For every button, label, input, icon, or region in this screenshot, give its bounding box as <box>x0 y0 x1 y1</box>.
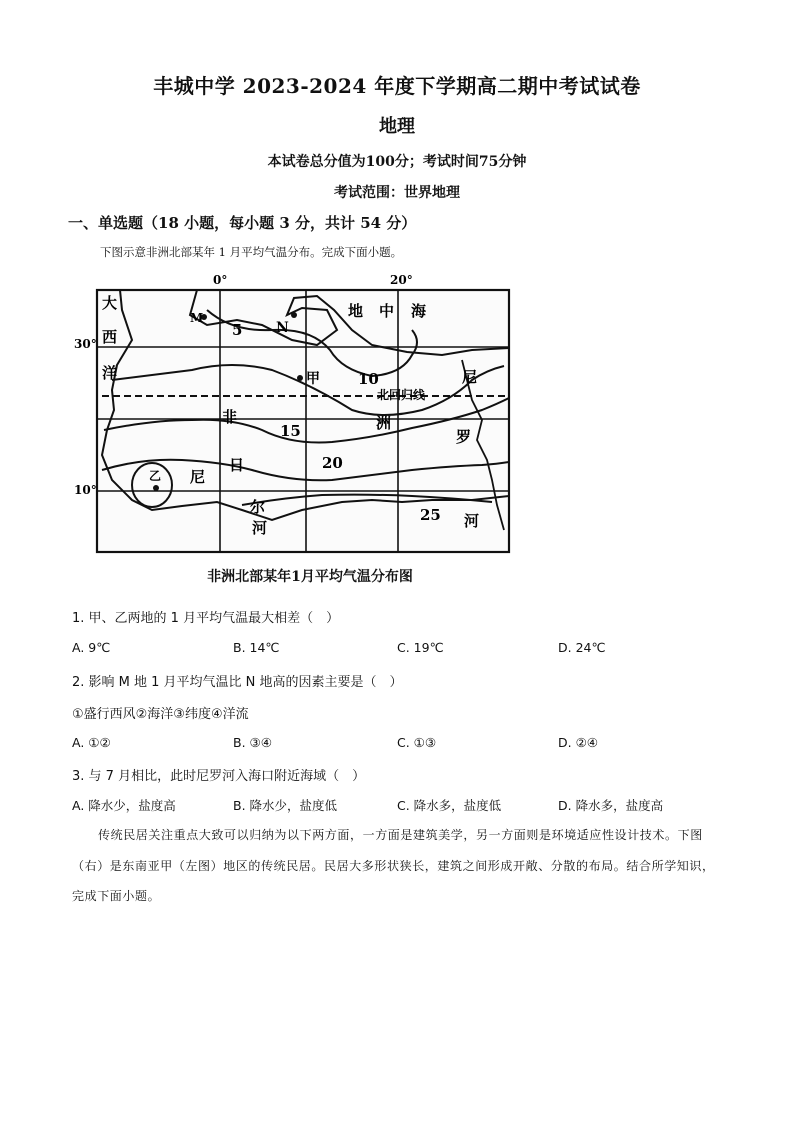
q2-option-c[interactable]: C. ①③ <box>397 735 437 750</box>
isotherm-15-label: 15 <box>280 422 301 440</box>
niger-label-1: 尼 <box>190 468 206 486</box>
nile-label-1: 尼 <box>462 368 478 386</box>
score-time-info: 本试卷总分值为100分；考试时间75分钟 <box>267 154 527 170</box>
africa-label-1: 非 <box>222 408 238 426</box>
point-n-label: N <box>276 320 289 336</box>
point-jia-dot <box>297 375 303 381</box>
q1-option-c[interactable]: C. 19℃ <box>397 640 444 655</box>
q1-option-b[interactable]: B. 14℃ <box>233 640 280 655</box>
nile-label-3: 河 <box>464 512 480 530</box>
scope-info: 考试范围：世界地理 <box>334 185 460 201</box>
subject-title: 地理 <box>379 116 415 137</box>
question-2-subitems: ①盛行西风②海洋③纬度④洋流 <box>72 707 249 722</box>
africa-label-2: 洲 <box>376 414 392 432</box>
atlantic-label-1: 大 <box>102 294 118 312</box>
question-3-stem: 3. 与 7 月相比，此时尼罗河入海口附近海域（ ） <box>72 769 366 784</box>
housing-passage: 传统民居关注重点大致可以归纳为以下两方面，一方面是建筑美学，另一方面则是环境适应性设计技术。下图（右）是东南亚甲（左图）地区的传统民居。民居大多形状狭长，建筑之间形成开敞、分散的布局。结合所学知识，完成下面小题。 <box>72 828 715 903</box>
q3-option-a[interactable]: A. 降水少，盐度高 <box>72 798 176 813</box>
question-1-stem: 1. 甲、乙两地的 1 月平均气温最大相差（ ） <box>72 611 340 626</box>
point-m-label: M <box>190 311 204 325</box>
point-yi-dot <box>153 485 159 491</box>
niger-label-3: 尔 <box>250 498 266 516</box>
q3-option-c[interactable]: C. 降水多，盐度低 <box>397 798 502 813</box>
isotherm-5-label: 5 <box>232 321 243 339</box>
q1-option-d[interactable]: D. 24℃ <box>558 640 606 655</box>
tropic-label: 北回归线 <box>377 388 426 402</box>
q2-option-d[interactable]: D. ②④ <box>558 735 598 750</box>
section-heading: 一、单选题（18 小题，每小题 3 分，共计 54 分） <box>68 214 417 232</box>
q3-option-b[interactable]: B. 降水少，盐度低 <box>233 798 338 813</box>
q3-option-d[interactable]: D. 降水多，盐度高 <box>558 798 664 813</box>
niger-label-2: 日 <box>229 456 245 474</box>
atlantic-label-3: 洋 <box>102 364 118 382</box>
med-label-2: 中 <box>379 302 395 320</box>
lon-0-label: 0° <box>213 273 228 287</box>
point-n-dot <box>291 312 297 318</box>
q2-option-b[interactable]: B. ③④ <box>233 735 272 750</box>
lat-30-label: 30° <box>74 337 97 351</box>
exam-title: 丰城中学 2023-2024 年度下学期高二期中考试试卷 <box>153 74 641 98</box>
lon-20-label: 20° <box>390 273 413 287</box>
lat-10-label: 10° <box>74 483 97 497</box>
atlantic-label-2: 西 <box>102 328 118 346</box>
niger-label-4: 河 <box>252 519 268 537</box>
q1-option-a[interactable]: A. 9℃ <box>72 640 111 655</box>
med-label-1: 地 <box>348 302 364 320</box>
isotherm-20-label: 20 <box>322 454 343 472</box>
temperature-map <box>72 270 522 565</box>
question-intro: 下图示意非洲北部某年 1 月平均气温分布。完成下面小题。 <box>100 245 403 259</box>
med-label-3: 海 <box>411 302 427 320</box>
q2-option-a[interactable]: A. ①② <box>72 735 111 750</box>
nile-label-2: 罗 <box>456 428 472 446</box>
point-yi-label: 乙 <box>149 469 162 483</box>
question-2-stem: 2. 影响 M 地 1 月平均气温比 N 地高的因素主要是（ ） <box>72 675 403 690</box>
isotherm-10-label: 10 <box>358 370 379 388</box>
map-caption: 非洲北部某年1月平均气温分布图 <box>207 569 413 585</box>
isotherm-25-label: 25 <box>420 506 441 524</box>
point-jia-label: 甲 <box>306 371 320 387</box>
